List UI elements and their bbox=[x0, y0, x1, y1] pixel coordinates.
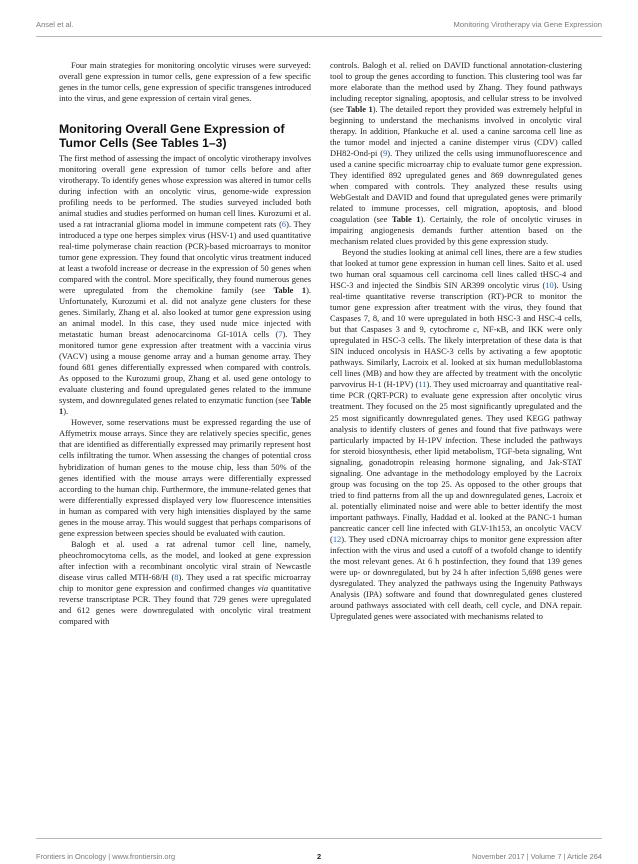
header-rule bbox=[36, 36, 602, 37]
running-head-authors: Ansel et al. bbox=[36, 20, 74, 29]
body-paragraph bbox=[59, 539, 311, 627]
paragraph-text: ). bbox=[63, 406, 69, 417]
footer-citation: November 2017 | Volume 7 | Article 264 bbox=[472, 852, 602, 861]
table-link[interactable]: Table 1 bbox=[59, 395, 311, 417]
paragraph-text: ). Unfortunately, Kurozumi et al. did not analyze gene clusters for these genes. Similarly, Zhang et al. also looked at tumor gene expression using an animal model. In this case, they used nude mice injected with metastatic human breast adenocarcinoma GI-101A cells ( bbox=[59, 285, 311, 340]
right-column bbox=[330, 60, 582, 622]
footer-journal[interactable]: Frontiers in Oncology | www.frontiersin.org bbox=[36, 852, 176, 861]
table-link[interactable]: Table 1 bbox=[391, 214, 421, 225]
page-number: 2 bbox=[316, 852, 322, 861]
reference-link-11[interactable]: 11 bbox=[418, 379, 427, 390]
running-head bbox=[36, 20, 602, 34]
paragraph-text: ). They utilized the cells using immunofluorescence and used a canine specific microarray chip to evaluate tumor gene expression. They identified 892 upregulated genes and 869 downregulated genes when compared with controls. They analyzed these results using WebGestalt and DAVID and found that upregulated genes were primarily related to immune processes, cell migration, apoptosis, and blood coagulation (see bbox=[330, 148, 582, 225]
italic-term: c bbox=[473, 324, 477, 335]
left-column bbox=[59, 60, 311, 627]
reference-link-8[interactable]: 8 bbox=[174, 571, 179, 582]
table-link[interactable]: Table 1 bbox=[346, 104, 373, 115]
paragraph-text: ). They used microarray and quantitative real-time PCR (QRT-PCR) to evaluate gene expression after oncolytic virus treatment. They focused on the 25 most significantly upregulated and the 25 most significantly downregulated genes. They used KEGG pathway analysis to identify clusters of genes and found that five pathways were particularly impacted by H-1PV infection. These included the pathways for steroid biosynthesis, ether lipid metabolism, TGF-beta signaling, Wnt signaling, gonadotropin releasing hormone signaling, and Jak-STAT signaling. One advantage in the methodology employed by the Lacroix group was focusing on the top 25. As opposed to the other groups that tried to find patterns from all the up and downregulated genes, Lacroix et al. potentially eliminated noise and were able to better identify the most important pathways. Finally, Haddad et al. looked at the PANC-1 human pancreatic cancer cell line infected with GLV-1h153, an oncolytic VACV ( bbox=[330, 379, 583, 544]
paragraph-text: quantitative reverse transcriptase PCR. They found that 729 genes were upregulated and 612 genes were downregulated with oncolytic viral treatment compared with bbox=[59, 582, 311, 626]
paragraph-text: However, some reservations must be expressed regarding the use of Affymetrix mouse arrays. Since they are relatively species specific, genes that are identified as differentially expressed may primarily represent host cells infiltrating the tumor. When assessing the changes of potential cross hybridization of human genes to the mouse chip, less than 50% of the genes identified with the mouse arrays were differentially expressed according to the human chip. Furthermore, the immune-related genes that were differentially expressed displayed very low fluorescence intensities in human as compared with very high intensities displayed by the same genes in the mouse array. This would suggest that perhaps comparisons of gene expression between species should be evaluated with caution. bbox=[59, 417, 311, 538]
paragraph-text: ). They used cDNA microarray chips to monitor gene expression after infection with the virus and used a cutoff of a twofold change to identify the most relevant genes. At 6 h postinfection, they found that 139 genes were up- or downregulated, but by 24 h after infection 5,698 genes were dysregulated. They analyzed the pathways using the Ingenuity Pathways Analysis (IPA) software and found that downregulated genes clustered around pathways associated with cell death, cell cycle, and DNA repair. Upregulated genes were associated with mechanisms related to bbox=[330, 533, 582, 621]
paragraph-text: Balogh et al. used a rat adrenal tumor cell line, namely, pheochromocytoma cells, as the model, and looked at gene expression after infection with a recombinant oncolytic viral strain of Newcastle disease virus called MTH-68/H ( bbox=[59, 538, 311, 582]
body-paragraph bbox=[330, 60, 582, 247]
paragraph-text: Beyond the studies looking at animal cell lines, there are a few studies that looked at tumor gene expression in human cell lines. Saito et al. used two human oral squamous cell carcinoma cell lines called tHSC-4 and HSC-3 and injected the Sindbis SIN AR399 oncolytic virus ( bbox=[330, 247, 582, 291]
reference-link-12[interactable]: 12 bbox=[332, 533, 342, 544]
page-footer bbox=[36, 852, 602, 864]
paragraph-text: , NF-κB, and IKK were only upregulated in HSC-3 cells. The likely interpretation of these data is that SIN induced oncolysis in HASC-3 cells by activating a few apoptotic pathways. Similarly, Lacroix et al. looked at six human medulloblastoma cell lines (MB) and how they are affected by treatment with the oncolytic parvovirus H-1 (H-1PV) ( bbox=[330, 324, 582, 390]
paragraph-text: ). They introduced a type one herpes simplex virus (HSV-1) and used quantitative real-time polymerase chain reaction (PCR)-based microarrays to monitor tumor gene expression. They found that oncolytic virus treatment induced at least a twofold increase or decrease in the expression of 50 genes when compared with the control. More specifically, they found numerous genes were upregulated from the chemokine family (see bbox=[59, 219, 311, 296]
paragraph-text: controls. Balogh et al. relied on DAVID functional annotation-clustering tool to group the genes according to function. This clustering tool was far more elaborate than the method used by Zhang. They found pathways including receptor signaling, apoptosis, and cellular stress to be involved (see bbox=[330, 60, 582, 115]
italic-term: via bbox=[257, 582, 269, 593]
paragraph-text: ). Certainly, the role of oncolytic viruses in impairing angiogenesis demands further attention based on the mechanism related clues provided by this gene expression study. bbox=[330, 214, 583, 247]
body-paragraph bbox=[59, 417, 311, 538]
reference-link-7[interactable]: 7 bbox=[278, 329, 283, 340]
footer-rule bbox=[36, 838, 602, 839]
paragraph-text: ). Using real-time quantitative reverse transcription (RT)-PCR to monitor the tumor gene expression after treatment with the virus, they found that Caspases 7, 8, and 10 were upregulated in both HSC-3 and HSC-4 cells, but that Caspases 3 and 9, cytochrome bbox=[330, 280, 582, 335]
reference-link-10[interactable]: 10 bbox=[545, 280, 554, 291]
paragraph-text: ). The detailed report they provided was extremely helpful in beginning to understand the mechanisms involved in oncolytic viral therapy. In addition, Pfankuche et al. used a canine sarcoma cell line as the tumor model and injected a canine distemper virus (CDV) called DH82-Ond-pi ( bbox=[330, 104, 582, 159]
body-paragraph bbox=[59, 153, 311, 417]
body-paragraph bbox=[330, 247, 582, 622]
intro-text: Four main strategies for monitoring oncolytic viruses were surveyed: overall gene expression in tumor cells, gene expression of a few specific genes in the tumor cells, gene expression of specific transgenes introduced into the virus, and gene expression of certain viral genes. bbox=[59, 60, 311, 104]
reference-link-6[interactable]: 6 bbox=[281, 219, 287, 230]
paragraph-text: ). They used a rat specific microarray chip to monitor gene expression and confirmed changes bbox=[59, 571, 311, 593]
running-head-title: Monitoring Virotherapy via Gene Expression bbox=[453, 20, 602, 29]
reference-link-9[interactable]: 9 bbox=[383, 148, 388, 159]
section-heading: Monitoring Overall Gene Expression of Tumor Cells (See Tables 1–3) bbox=[59, 122, 285, 151]
paragraph-text: The first method of assessing the impact of oncolytic virotherapy involves monitoring overall gene expression of tumor cells before and after virotherapy. To identify genes whose expression was altered in tumor cells during infection with an oncolytic virus, genome-wide expression profiling needs to be performed. The studies surveyed included both animal studies and studies performed on human cell lines. Kurozumi et al. used a rat intracranial glioma model in immune competent rats ( bbox=[59, 153, 311, 230]
table-link[interactable]: Table 1 bbox=[273, 285, 307, 296]
paragraph-text: ). They monitored tumor gene expression after treatment with a vaccinia virus (VACV) using a mouse genome array and a human genome array. They found 681 genes differentially expressed when compared with controls. As opposed to the Kurozumi group, Zhang et al. used gene ontology to evaluate clustering and found upregulated genes related to the immune system, and downregulated genes related to enzymatic function (see bbox=[59, 329, 311, 406]
intro-paragraph bbox=[59, 60, 311, 104]
